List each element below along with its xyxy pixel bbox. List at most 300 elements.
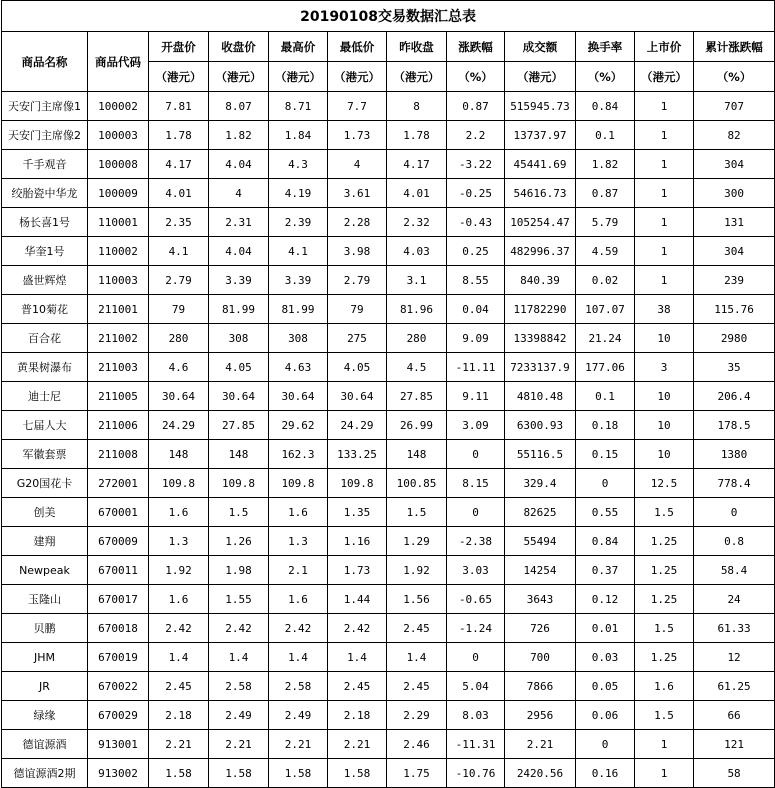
cell-cumulative-change: 707 (694, 92, 775, 121)
cell-low-price: 1.4 (328, 643, 387, 672)
cell-turnover-rate: 0.12 (576, 585, 635, 614)
cell-low-price: 1.58 (328, 759, 387, 788)
cell-turnover: 82625 (505, 498, 576, 527)
cell-turnover-rate: 0.1 (576, 121, 635, 150)
unit-turnover-rate: （%） (576, 62, 635, 92)
cell-open-price: 1.58 (149, 759, 209, 788)
cell-turnover-rate: 1.82 (576, 150, 635, 179)
cell-low-price: 1.73 (328, 121, 387, 150)
cell-change-pct: 8.15 (447, 469, 505, 498)
cell-product-code: 100003 (88, 121, 149, 150)
cell-turnover: 13737.97 (505, 121, 576, 150)
cell-low-price: 4.05 (328, 353, 387, 382)
cell-low-price: 79 (328, 295, 387, 324)
cell-low-price: 4 (328, 150, 387, 179)
cell-change-pct: 3.03 (447, 556, 505, 585)
cell-open-price: 1.6 (149, 585, 209, 614)
cell-product-code: 211003 (88, 353, 149, 382)
cell-turnover: 45441.69 (505, 150, 576, 179)
cell-high-price: 1.4 (269, 643, 328, 672)
cell-low-price: 2.28 (328, 208, 387, 237)
cell-cumulative-change: 1380 (694, 440, 775, 469)
cell-prev-close: 8 (387, 92, 447, 121)
cell-product-code: 670011 (88, 556, 149, 585)
cell-cumulative-change: 300 (694, 179, 775, 208)
cell-product-name: 创美 (2, 498, 88, 527)
cell-turnover-rate: 0.84 (576, 527, 635, 556)
cell-product-name: 普10菊花 (2, 295, 88, 324)
cell-change-pct: -10.76 (447, 759, 505, 788)
cell-listing-price: 1.5 (635, 498, 694, 527)
cell-prev-close: 4.01 (387, 179, 447, 208)
cell-listing-price: 10 (635, 411, 694, 440)
table-row (2, 498, 775, 527)
cell-high-price: 8.71 (269, 92, 328, 121)
cell-product-code: 100002 (88, 92, 149, 121)
cell-close-price: 30.64 (209, 382, 269, 411)
cell-listing-price: 1 (635, 150, 694, 179)
cell-cumulative-change: 24 (694, 585, 775, 614)
cell-cumulative-change: 82 (694, 121, 775, 150)
cell-cumulative-change: 304 (694, 150, 775, 179)
cell-turnover: 700 (505, 643, 576, 672)
cell-prev-close: 3.1 (387, 266, 447, 295)
cell-change-pct: 3.09 (447, 411, 505, 440)
cell-turnover: 6300.93 (505, 411, 576, 440)
cell-listing-price: 38 (635, 295, 694, 324)
table-row (2, 672, 775, 701)
cell-turnover-rate: 0.05 (576, 672, 635, 701)
cell-close-price: 4.05 (209, 353, 269, 382)
cell-change-pct: -0.65 (447, 585, 505, 614)
cell-close-price: 2.58 (209, 672, 269, 701)
cell-turnover-rate: 5.79 (576, 208, 635, 237)
cell-low-price: 109.8 (328, 469, 387, 498)
cell-product-name: 绿缘 (2, 701, 88, 730)
cell-turnover: 515945.73 (505, 92, 576, 121)
header-listing-price: 上市价 (635, 32, 694, 62)
cell-listing-price: 1 (635, 208, 694, 237)
cell-listing-price: 1 (635, 92, 694, 121)
cell-turnover: 726 (505, 614, 576, 643)
cell-low-price: 1.44 (328, 585, 387, 614)
cell-product-name: Newpeak (2, 556, 88, 585)
cell-prev-close: 1.78 (387, 121, 447, 150)
table-row (2, 701, 775, 730)
cell-listing-price: 1.6 (635, 672, 694, 701)
cell-close-price: 4.04 (209, 237, 269, 266)
cell-product-code: 913001 (88, 730, 149, 759)
cell-turnover: 840.39 (505, 266, 576, 295)
cell-product-name: 百合花 (2, 324, 88, 353)
cell-product-code: 670009 (88, 527, 149, 556)
cell-prev-close: 4.03 (387, 237, 447, 266)
table-row (2, 324, 775, 353)
cell-open-price: 280 (149, 324, 209, 353)
cell-cumulative-change: 206.4 (694, 382, 775, 411)
header-low-price: 最低价 (328, 32, 387, 62)
cell-product-name: 天安门主席像1 (2, 92, 88, 121)
cell-low-price: 275 (328, 324, 387, 353)
cell-open-price: 2.79 (149, 266, 209, 295)
table-row (2, 150, 775, 179)
cell-close-price: 27.85 (209, 411, 269, 440)
cell-cumulative-change: 61.33 (694, 614, 775, 643)
header-change-pct: 涨跌幅 (447, 32, 505, 62)
cell-high-price: 2.49 (269, 701, 328, 730)
unit-high-price: （港元） (269, 62, 328, 92)
header-turnover: 成交额 (505, 32, 576, 62)
trading-summary-table (1, 0, 775, 788)
cell-open-price: 30.64 (149, 382, 209, 411)
cell-product-name: 华奎1号 (2, 237, 88, 266)
cell-turnover-rate: 0.84 (576, 92, 635, 121)
cell-prev-close: 2.45 (387, 614, 447, 643)
cell-change-pct: 0 (447, 440, 505, 469)
cell-turnover: 2956 (505, 701, 576, 730)
cell-cumulative-change: 35 (694, 353, 775, 382)
cell-turnover: 7866 (505, 672, 576, 701)
cell-listing-price: 1 (635, 759, 694, 788)
cell-turnover-rate: 0.16 (576, 759, 635, 788)
cell-change-pct: 8.55 (447, 266, 505, 295)
cell-turnover-rate: 0 (576, 730, 635, 759)
cell-open-price: 2.45 (149, 672, 209, 701)
table-row (2, 295, 775, 324)
cell-product-name: 杨长喜1号 (2, 208, 88, 237)
cell-cumulative-change: 121 (694, 730, 775, 759)
cell-product-name: 贝鹏 (2, 614, 88, 643)
cell-change-pct: 0 (447, 643, 505, 672)
cell-change-pct: 9.09 (447, 324, 505, 353)
cell-cumulative-change: 2980 (694, 324, 775, 353)
cell-high-price: 4.3 (269, 150, 328, 179)
cell-cumulative-change: 0 (694, 498, 775, 527)
cell-product-code: 211008 (88, 440, 149, 469)
cell-prev-close: 2.32 (387, 208, 447, 237)
cell-low-price: 3.98 (328, 237, 387, 266)
table-row (2, 353, 775, 382)
cell-close-price: 109.8 (209, 469, 269, 498)
cell-low-price: 2.42 (328, 614, 387, 643)
cell-high-price: 29.62 (269, 411, 328, 440)
cell-turnover-rate: 0.37 (576, 556, 635, 585)
cell-change-pct: 0 (447, 498, 505, 527)
cell-prev-close: 148 (387, 440, 447, 469)
cell-high-price: 30.64 (269, 382, 328, 411)
cell-open-price: 2.18 (149, 701, 209, 730)
cell-cumulative-change: 61.25 (694, 672, 775, 701)
cell-product-name: JR (2, 672, 88, 701)
cell-turnover: 14254 (505, 556, 576, 585)
cell-open-price: 1.78 (149, 121, 209, 150)
cell-open-price: 1.6 (149, 498, 209, 527)
cell-listing-price: 1 (635, 121, 694, 150)
cell-change-pct: -11.31 (447, 730, 505, 759)
cell-turnover-rate: 0.87 (576, 179, 635, 208)
cell-low-price: 2.21 (328, 730, 387, 759)
cell-product-code: 100009 (88, 179, 149, 208)
cell-close-price: 1.98 (209, 556, 269, 585)
cell-prev-close: 4.17 (387, 150, 447, 179)
table-row (2, 585, 775, 614)
cell-product-code: 211006 (88, 411, 149, 440)
cell-low-price: 2.79 (328, 266, 387, 295)
cell-product-name: 玉隆山 (2, 585, 88, 614)
cell-turnover: 105254.47 (505, 208, 576, 237)
table-row (2, 556, 775, 585)
table-title: 20190108交易数据汇总表 (2, 1, 775, 32)
cell-change-pct: 5.04 (447, 672, 505, 701)
cell-cumulative-change: 58 (694, 759, 775, 788)
cell-close-price: 2.21 (209, 730, 269, 759)
cell-high-price: 4.63 (269, 353, 328, 382)
cell-product-code: 110003 (88, 266, 149, 295)
unit-prev-close: （港元） (387, 62, 447, 92)
table-row (2, 266, 775, 295)
cell-listing-price: 1.25 (635, 585, 694, 614)
cell-high-price: 81.99 (269, 295, 328, 324)
cell-cumulative-change: 66 (694, 701, 775, 730)
cell-open-price: 148 (149, 440, 209, 469)
cell-low-price: 1.35 (328, 498, 387, 527)
cell-change-pct: -0.25 (447, 179, 505, 208)
cell-open-price: 1.92 (149, 556, 209, 585)
cell-turnover: 54616.73 (505, 179, 576, 208)
title-row (2, 1, 775, 32)
cell-turnover: 3643 (505, 585, 576, 614)
header-prev-close: 昨收盘 (387, 32, 447, 62)
cell-high-price: 308 (269, 324, 328, 353)
cell-listing-price: 1.25 (635, 643, 694, 672)
cell-change-pct: -1.24 (447, 614, 505, 643)
cell-high-price: 1.6 (269, 585, 328, 614)
cell-product-code: 211002 (88, 324, 149, 353)
cell-open-price: 2.21 (149, 730, 209, 759)
cell-listing-price: 10 (635, 324, 694, 353)
cell-cumulative-change: 778.4 (694, 469, 775, 498)
cell-close-price: 1.4 (209, 643, 269, 672)
cell-turnover: 55116.5 (505, 440, 576, 469)
cell-close-price: 148 (209, 440, 269, 469)
cell-close-price: 3.39 (209, 266, 269, 295)
cell-cumulative-change: 0.8 (694, 527, 775, 556)
cell-high-price: 2.42 (269, 614, 328, 643)
cell-prev-close: 280 (387, 324, 447, 353)
unit-close-price: （港元） (209, 62, 269, 92)
cell-low-price: 2.18 (328, 701, 387, 730)
unit-change-pct: （%） (447, 62, 505, 92)
table-row (2, 759, 775, 788)
cell-product-name: 七届人大 (2, 411, 88, 440)
table-row (2, 469, 775, 498)
cell-prev-close: 1.92 (387, 556, 447, 585)
cell-product-name: 迪士尼 (2, 382, 88, 411)
table-row (2, 730, 775, 759)
cell-product-code: 670017 (88, 585, 149, 614)
cell-turnover-rate: 0.55 (576, 498, 635, 527)
unit-open-price: （港元） (149, 62, 209, 92)
cell-product-code: 670018 (88, 614, 149, 643)
header-close-price: 收盘价 (209, 32, 269, 62)
table-row (2, 614, 775, 643)
cell-product-code: 913002 (88, 759, 149, 788)
cell-open-price: 4.17 (149, 150, 209, 179)
table-row (2, 121, 775, 150)
cell-product-code: 211001 (88, 295, 149, 324)
header-cumulative-change: 累计涨跌幅 (694, 32, 775, 62)
table-row (2, 527, 775, 556)
cell-change-pct: 8.03 (447, 701, 505, 730)
table-row (2, 440, 775, 469)
cell-turnover: 2420.56 (505, 759, 576, 788)
cell-change-pct: 0.25 (447, 237, 505, 266)
cell-high-price: 1.6 (269, 498, 328, 527)
cell-cumulative-change: 178.5 (694, 411, 775, 440)
cell-high-price: 1.84 (269, 121, 328, 150)
cell-prev-close: 1.75 (387, 759, 447, 788)
cell-high-price: 109.8 (269, 469, 328, 498)
cell-cumulative-change: 304 (694, 237, 775, 266)
cell-product-name: 绞胎瓷中华龙 (2, 179, 88, 208)
cell-prev-close: 4.5 (387, 353, 447, 382)
cell-close-price: 1.55 (209, 585, 269, 614)
cell-open-price: 4.1 (149, 237, 209, 266)
cell-turnover-rate: 0.1 (576, 382, 635, 411)
cell-turnover: 4810.48 (505, 382, 576, 411)
cell-high-price: 4.1 (269, 237, 328, 266)
cell-high-price: 4.19 (269, 179, 328, 208)
unit-low-price: （港元） (328, 62, 387, 92)
cell-low-price: 3.61 (328, 179, 387, 208)
table-row (2, 382, 775, 411)
cell-close-price: 8.07 (209, 92, 269, 121)
cell-cumulative-change: 115.76 (694, 295, 775, 324)
cell-close-price: 81.99 (209, 295, 269, 324)
cell-prev-close: 2.29 (387, 701, 447, 730)
cell-turnover-rate: 0.06 (576, 701, 635, 730)
cell-turnover-rate: 0.02 (576, 266, 635, 295)
cell-open-price: 24.29 (149, 411, 209, 440)
cell-low-price: 1.16 (328, 527, 387, 556)
cell-product-name: 建翔 (2, 527, 88, 556)
header-turnover-rate: 换手率 (576, 32, 635, 62)
cell-high-price: 2.21 (269, 730, 328, 759)
cell-product-code: 272001 (88, 469, 149, 498)
cell-low-price: 2.45 (328, 672, 387, 701)
cell-change-pct: 0.04 (447, 295, 505, 324)
cell-product-name: 黄果树瀑布 (2, 353, 88, 382)
cell-high-price: 2.58 (269, 672, 328, 701)
table-row (2, 208, 775, 237)
cell-turnover-rate: 177.06 (576, 353, 635, 382)
cell-open-price: 4.01 (149, 179, 209, 208)
cell-high-price: 3.39 (269, 266, 328, 295)
cell-low-price: 7.7 (328, 92, 387, 121)
cell-product-name: 军徽套票 (2, 440, 88, 469)
cell-listing-price: 1.25 (635, 556, 694, 585)
cell-prev-close: 100.85 (387, 469, 447, 498)
cell-prev-close: 1.56 (387, 585, 447, 614)
cell-product-name: 德谊源酒 (2, 730, 88, 759)
table-row (2, 643, 775, 672)
cell-high-price: 2.39 (269, 208, 328, 237)
cell-close-price: 308 (209, 324, 269, 353)
cell-change-pct: -11.11 (447, 353, 505, 382)
cell-prev-close: 26.99 (387, 411, 447, 440)
cell-product-name: 天安门主席像2 (2, 121, 88, 150)
header-product-name: 商品名称 (2, 32, 88, 92)
cell-cumulative-change: 58.4 (694, 556, 775, 585)
cell-product-name: JHM (2, 643, 88, 672)
cell-turnover: 2.21 (505, 730, 576, 759)
cell-open-price: 109.8 (149, 469, 209, 498)
cell-turnover-rate: 0.18 (576, 411, 635, 440)
cell-close-price: 2.42 (209, 614, 269, 643)
cell-turnover-rate: 0.15 (576, 440, 635, 469)
cell-listing-price: 3 (635, 353, 694, 382)
cell-turnover: 7233137.9 (505, 353, 576, 382)
cell-high-price: 1.58 (269, 759, 328, 788)
cell-prev-close: 2.46 (387, 730, 447, 759)
cell-high-price: 1.3 (269, 527, 328, 556)
cell-prev-close: 1.29 (387, 527, 447, 556)
cell-close-price: 1.5 (209, 498, 269, 527)
cell-open-price: 1.3 (149, 527, 209, 556)
cell-product-code: 670029 (88, 701, 149, 730)
cell-cumulative-change: 131 (694, 208, 775, 237)
header-product-code: 商品代码 (88, 32, 149, 92)
cell-turnover-rate: 4.59 (576, 237, 635, 266)
cell-turnover: 13398842 (505, 324, 576, 353)
cell-prev-close: 27.85 (387, 382, 447, 411)
cell-close-price: 1.82 (209, 121, 269, 150)
cell-product-code: 670019 (88, 643, 149, 672)
cell-turnover: 329.4 (505, 469, 576, 498)
cell-product-code: 211005 (88, 382, 149, 411)
cell-low-price: 24.29 (328, 411, 387, 440)
cell-close-price: 1.26 (209, 527, 269, 556)
unit-turnover: （港元） (505, 62, 576, 92)
cell-low-price: 133.25 (328, 440, 387, 469)
cell-listing-price: 1 (635, 179, 694, 208)
cell-close-price: 4 (209, 179, 269, 208)
cell-open-price: 7.81 (149, 92, 209, 121)
unit-cumulative-change: （%） (694, 62, 775, 92)
cell-low-price: 30.64 (328, 382, 387, 411)
header-row (2, 32, 775, 62)
cell-change-pct: 9.11 (447, 382, 505, 411)
header-high-price: 最高价 (269, 32, 328, 62)
cell-change-pct: -2.38 (447, 527, 505, 556)
cell-listing-price: 1 (635, 266, 694, 295)
cell-product-code: 670022 (88, 672, 149, 701)
cell-prev-close: 2.45 (387, 672, 447, 701)
cell-open-price: 1.4 (149, 643, 209, 672)
cell-turnover-rate: 0.01 (576, 614, 635, 643)
cell-turnover-rate: 21.24 (576, 324, 635, 353)
cell-product-code: 100008 (88, 150, 149, 179)
cell-product-name: 千手观音 (2, 150, 88, 179)
cell-cumulative-change: 12 (694, 643, 775, 672)
table-row (2, 92, 775, 121)
cell-change-pct: 0.87 (447, 92, 505, 121)
unit-listing-price: （港元） (635, 62, 694, 92)
cell-product-name: G20国花卡 (2, 469, 88, 498)
cell-prev-close: 81.96 (387, 295, 447, 324)
cell-close-price: 2.31 (209, 208, 269, 237)
cell-close-price: 1.58 (209, 759, 269, 788)
